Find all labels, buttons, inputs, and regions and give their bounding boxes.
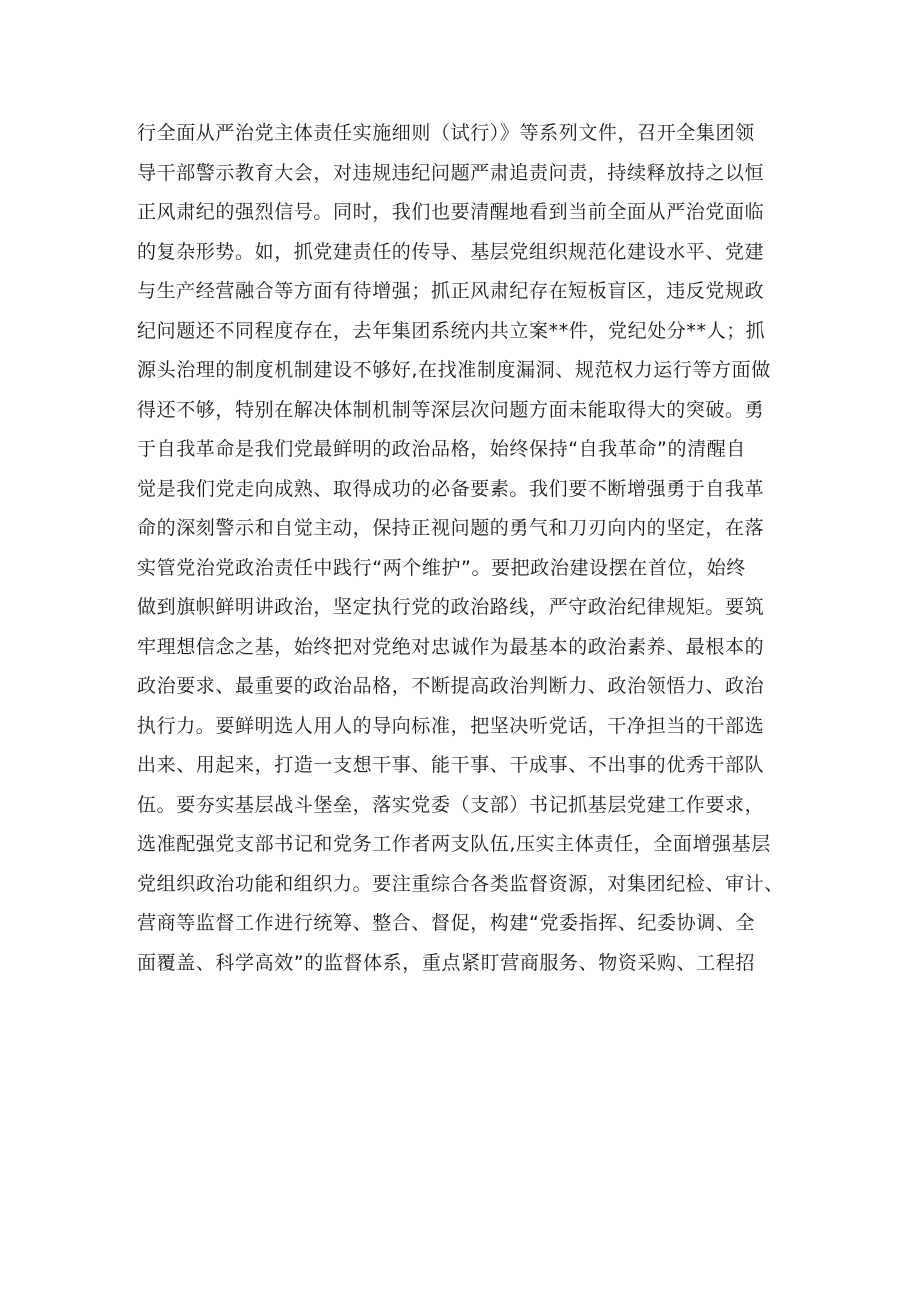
text-line: 觉是我们党走向成熟、取得成功的必备要素。我们要不断增强勇于自我革	[137, 477, 765, 500]
text-line: 出来、用起来，打造一支想干事、能干事、干成事、不出事的优秀干部队	[137, 754, 765, 776]
text-line: 执行力。要鲜明选人用人的导向标准，把坚决听党话，干净担当的干部选	[137, 714, 765, 737]
text-line: 实管党治党政治责任中践行“两个维护”。要把政治建设摆在首位，始终	[137, 556, 746, 579]
text-line: 党组织政治功能和组织力。要注重综合各类监督资源，对集团纪检、审计、	[137, 872, 784, 895]
text-line: 政治要求、最重要的政治品格，不断提高政治判断力、政治领悟力、政治	[137, 675, 765, 697]
text-line: 面覆盖、科学高效”的监督体系，重点紧盯营商服务、物资采购、工程招	[137, 951, 756, 974]
text-line: 的复杂形势。如，抓党建责任的传导、基层党组织规范化建设水平、党建	[137, 240, 765, 263]
text-line: 选准配强党支部书记和党务工作者两支队伍,压实主体责任，全面增强基层	[137, 833, 771, 855]
text-line: 导干部警示教育大会，对违规违纪问题严肃追责问责，持续释放持之以恒	[137, 161, 765, 184]
text-line: 于自我革命是我们党最鲜明的政治品格，始终保持“自我革命”的清醒自	[137, 438, 746, 460]
text-line: 行全面从严治党主体责任实施细则（试行）》等系列文件，召开全集团领	[137, 122, 755, 144]
text-line: 命的深刻警示和自觉主动，保持正视问题的勇气和刀刃向内的坚定，在落	[137, 517, 765, 539]
text-line: 与生产经营融合等方面有待增强；抓正风肃纪存在短板盲区，违反党规政	[137, 280, 765, 302]
text-line: 源头治理的制度机制建设不够好,在找准制度漏洞、规范权力运行等方面做	[137, 359, 771, 381]
text-line: 做到旗帜鲜明讲政治，坚定执行党的政治路线，严守政治纪律规矩。要筑	[137, 596, 765, 618]
text-line: 牢理想信念之基，始终把对党绝对忠诚作为最基本的政治素养、最根本的	[137, 635, 765, 658]
body-text	[137, 114, 817, 983]
text-line: 伍。要夯实基层战斗堡垒，落实党委（支部）书记抓基层党建工作要求，	[137, 793, 765, 816]
text-line: 纪问题还不同程度存在，去年集团系统内共立案**件，党纪处分**人；抓	[137, 319, 766, 342]
text-line: 正风肃纪的强烈信号。同时，我们也要清醒地看到当前全面从严治党面临	[137, 201, 765, 223]
text-line: 营商等监督工作进行统筹、整合、督促，构建“党委指挥、纪委协调、全	[137, 912, 756, 934]
text-line: 得还不够，特别在解决体制机制等深层次问题方面未能取得大的突破。勇	[137, 398, 765, 421]
